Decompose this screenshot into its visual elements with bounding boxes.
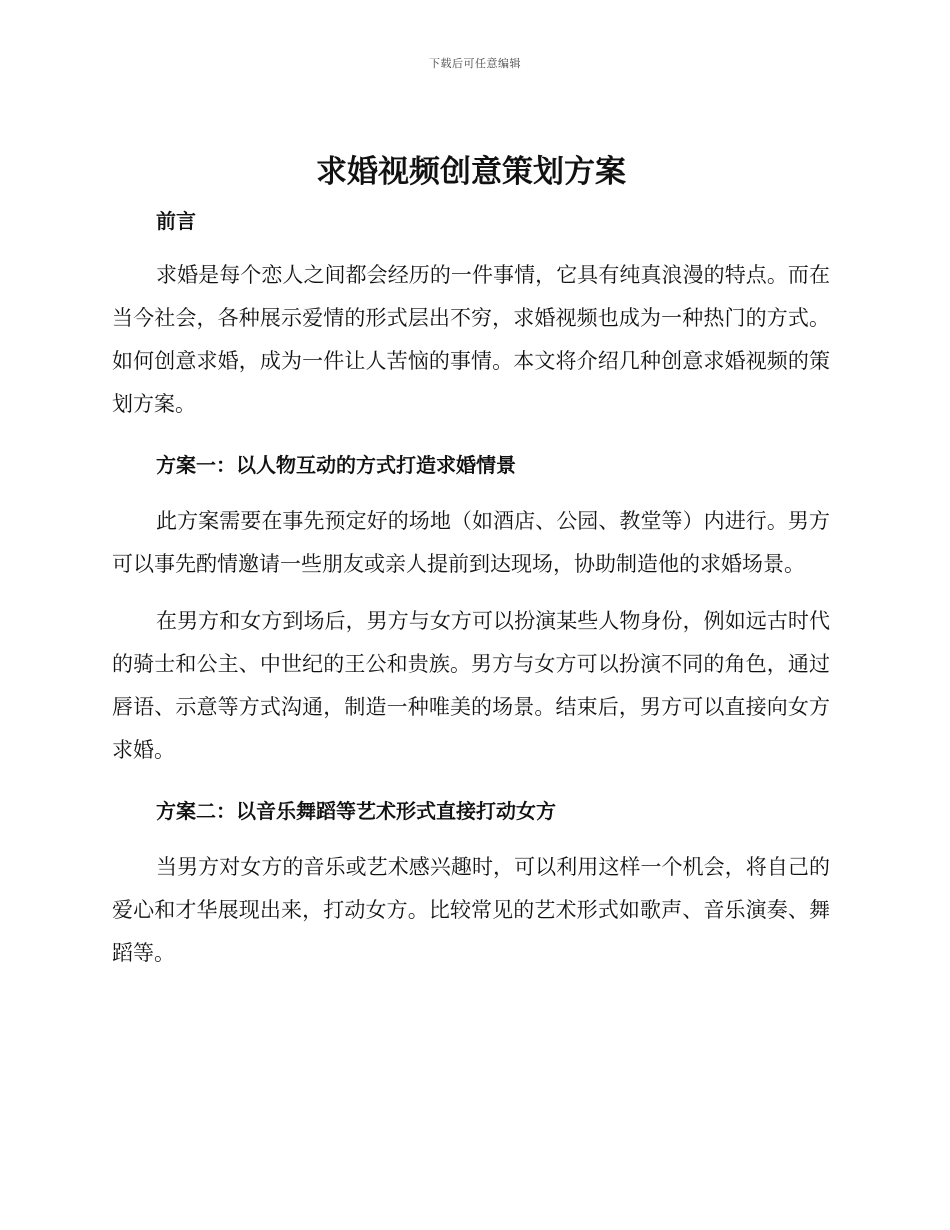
document-body [112, 150, 830, 975]
section-heading-plan-one: 方案一：以人物互动的方式打造求婚情景 [156, 453, 516, 477]
section-heading-preface: 前言 [156, 209, 196, 233]
paragraph-preface: 求婚是每个恋人之间都会经历的一件事情，它具有纯真浪漫的特点。而在当今社会，各种展示爱情的形式层出不穷，求婚视频也成为一种热门的方式。如何创意求婚，成为一件让人苦恼的事情。本文将介绍几种创意求婚视频的策划方案。 [112, 263, 830, 416]
section-heading-plan-two: 方案二：以音乐舞蹈等艺术形式直接打动女方 [156, 799, 556, 823]
paragraph-plan-one-venue: 此方案需要在事先预定好的场地（如酒店、公园、教堂等）内进行。男方可以事先酌情邀请一些朋友或亲人提前到达现场，协助制造他的求婚场景。 [112, 509, 830, 576]
paragraph-plan-two-art: 当男方对女方的音乐或艺术感兴趣时，可以利用这样一个机会，将自己的爱心和才华展现出来，打动女方。比较常见的艺术形式如歌声、音乐演奏、舞蹈等。 [112, 855, 830, 965]
document-title: 求婚视频创意策划方案 [316, 154, 626, 190]
paragraph-plan-one-roleplay: 在男方和女方到场后，男方与女方可以扮演某些人物身份，例如远古时代的骑士和公主、中世纪的王公和贵族。男方与女方可以扮演不同的角色，通过唇语、示意等方式沟通，制造一种唯美的场景。结束后，男方可以直接向女方求婚。 [112, 609, 830, 762]
page-header-note: 下载后可任意编辑 [429, 57, 521, 70]
